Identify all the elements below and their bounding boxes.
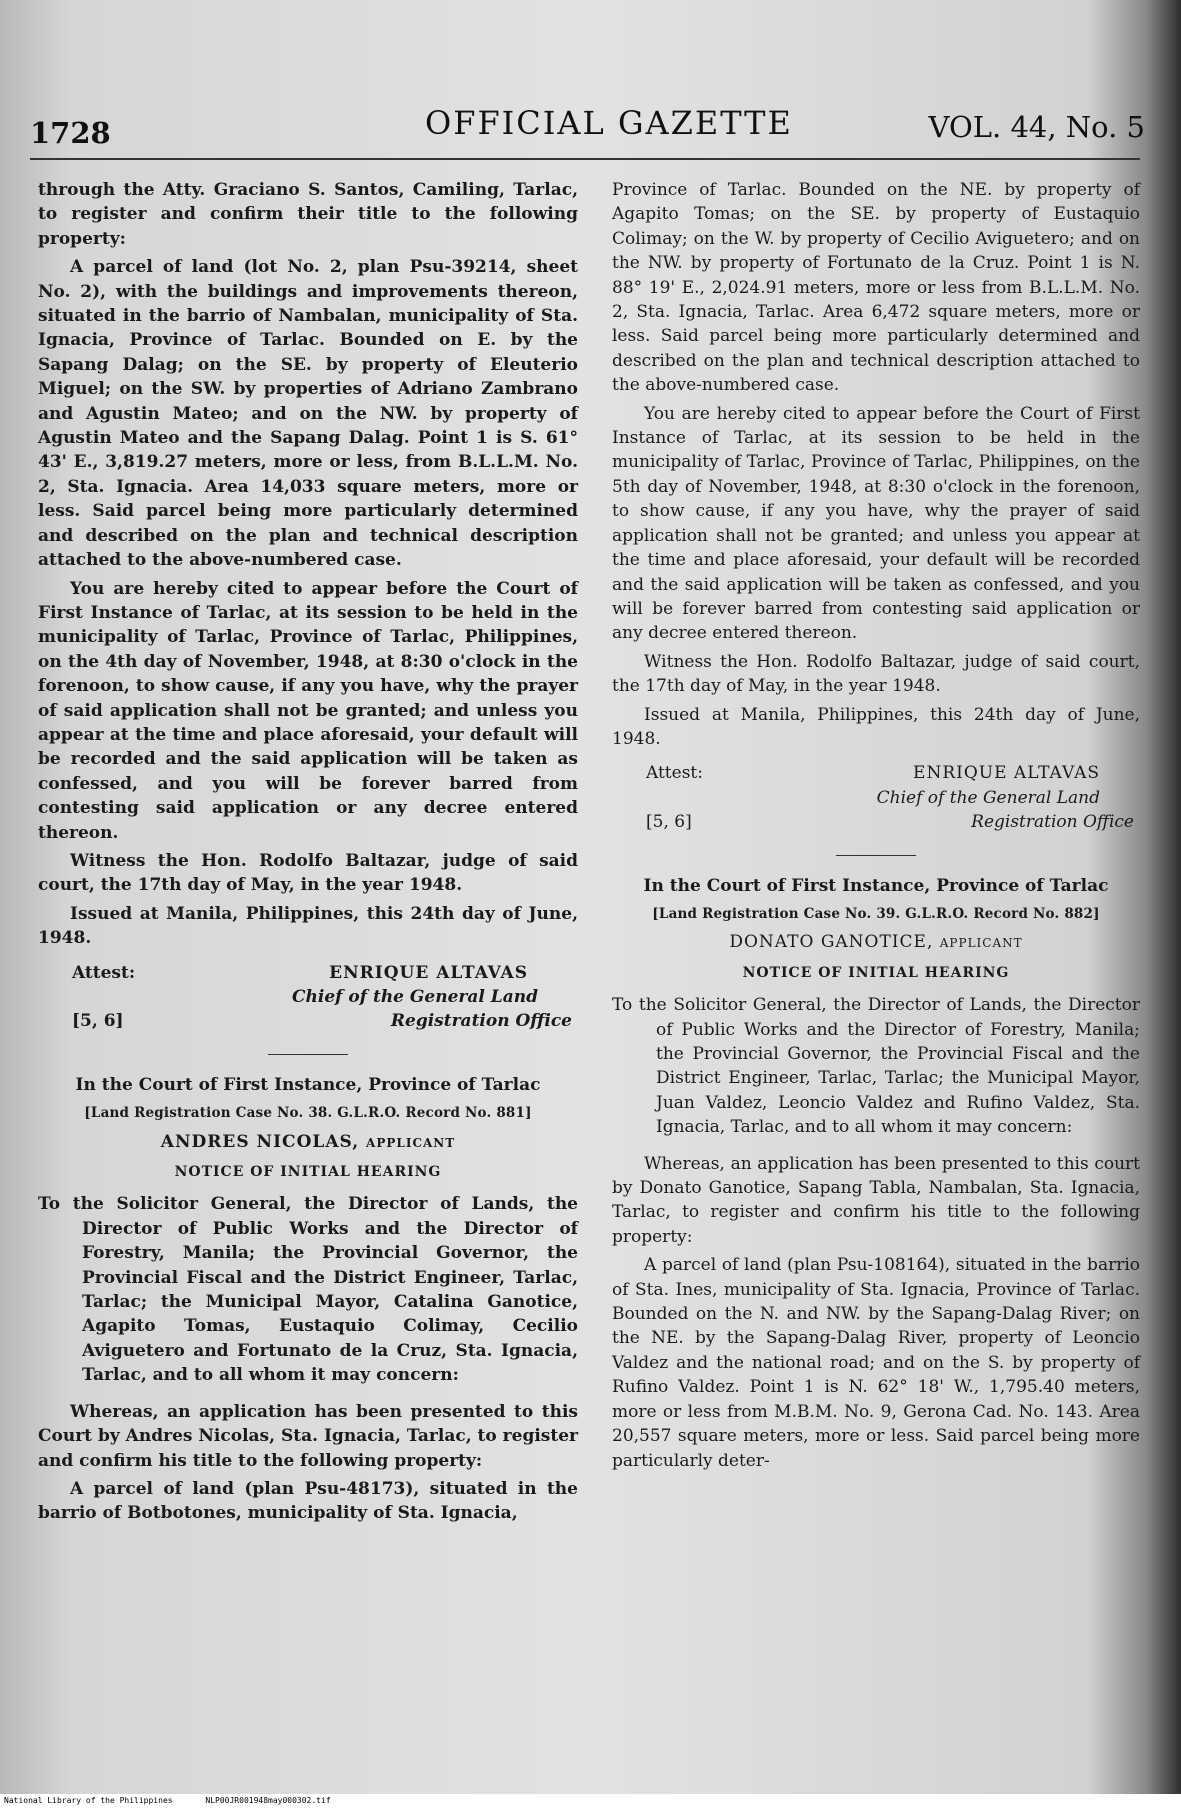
page-header bbox=[30, 96, 1145, 156]
officer-name: ENRIQUE ALTAVAS bbox=[913, 763, 1100, 784]
paragraph: Issued at Manila, Philippines, this 24th day of June, 1948. bbox=[612, 704, 1140, 749]
paragraph: You are hereby cited to appear before the Court of First Instance of Tarlac, at its session to be held in the municipality of Tarlac, Province of Tarlac, Philippines, on the 5th day of November, 1948, at 8:30 o'clock in the forenoon, to show cause, if any you have, why the prayer of said application shall not be granted; and unless you appear at the time and place aforesaid, your default will be recorded and the said application will be taken as confessed, and you will be forever barred from contesting said application or any decree entered thereon. bbox=[612, 403, 1140, 644]
paragraph: Issued at Manila, Philippines, this 24th day of June, 1948. bbox=[38, 903, 578, 949]
case-line: [Land Registration Case No. 39. G.L.R.O. Record No. 882] bbox=[652, 905, 1100, 922]
paragraph: A parcel of land (lot No. 2, plan Psu-39214, sheet No. 2), with the buildings and improvements thereon, situated in the barrio of Nambalan, municipality of Sta. Ignacia, Province of Tarlac. Bounded on E. by the Sapang Dalag; on the SE. by property of Eleuterio Miguel; on the SW. by properties of Adriano Zambrano and Agustin Mateo; and on the NW. by property of Agustin Mateo and the Sapang Dalag. Point 1 is S. 61° 43' E., 3,819.27 meters, more or less, from B.L.L.M. No. 2, Sta. Ignacia. Area 14,033 square meters, more or less. Said parcel being more particularly determined and described on the plan and technical description attached to the above-numbered case. bbox=[38, 257, 578, 571]
header-rule bbox=[30, 158, 1140, 160]
attest-label: Attest: bbox=[646, 763, 703, 784]
left-column bbox=[38, 178, 578, 1530]
officer-title: Chief of the General Land bbox=[292, 987, 538, 1007]
page-number: 1728 bbox=[30, 116, 111, 150]
office-name: Registration Office bbox=[390, 1011, 572, 1032]
case-line: [Land Registration Case No. 38. G.L.R.O. Record No. 881] bbox=[84, 1105, 532, 1122]
paragraph: Whereas, an application has been presented to this Court by Andres Nicolas, Sta. Ignacia, Tarlac, to register and confirm his title to the following property: bbox=[38, 1401, 578, 1471]
addressees: To the Solicitor General, the Director of Lands, the Director of Public Works and the Director of Forestry, Manila; the Provincial Governor, the Provincial Fiscal and the District Engineer, Tarlac, Tarlac; the Municipal Mayor, Juan Valdez, Leoncio Valdez and Rufino Valdez, Sta. Ignacia, Tarlac, and to all whom it may concern: bbox=[612, 995, 1140, 1138]
attest-block bbox=[612, 761, 1140, 785]
attest-block bbox=[38, 961, 578, 985]
paragraph: Province of Tarlac. Bounded on the NE. by property of Agapito Tomas; on the SE. by property of Eustaquio Colimay; on the W. by property of Cecilio Aviguetero; and on the NW. by property of Fortunato de la Cruz. Point 1 is N. 88° 19' E., 2,024.91 meters, more or less from B.L.L.M. No. 2, Sta. Ignacia, Tarlac. Area 6,472 square meters, more or less. Said parcel being more particularly determined and described on the plan and technical description attached to the above-numbered case. bbox=[612, 180, 1140, 396]
notice-heading: NOTICE OF INITIAL HEARING bbox=[174, 1164, 442, 1181]
issue-reference: [5, 6] bbox=[72, 1011, 124, 1032]
paragraph: You are hereby cited to appear before the Court of First Instance of Tarlac, at its session to be held in the municipality of Tarlac, Province of Tarlac, Philippines, on the 4th day of November, 1948, at 8:30 o'clock in the forenoon, to show cause, if any you have, why the prayer of said application shall not be granted; and unless you appear at the time and place aforesaid, your default will be recorded and the said application will be taken as confessed, and you will be forever barred from contesting said application or any decree entered thereon. bbox=[38, 578, 578, 843]
file-name: NLP00JR001948may000302.tif bbox=[205, 1796, 331, 1805]
officer-title: Chief of the General Land bbox=[876, 787, 1100, 808]
paragraph: Witness the Hon. Rodolfo Baltazar, judge of said court, the 17th day of May, in the year 1948. bbox=[612, 651, 1140, 697]
applicant-name: ANDRES NICOLAS, applicant bbox=[160, 1131, 456, 1152]
paragraph: A parcel of land (plan Psu-48173), situated in the barrio of Botbotones, municipality of Sta. Ignacia, bbox=[38, 1478, 578, 1524]
publication-title: OFFICIAL GAZETTE bbox=[425, 104, 793, 142]
reference-row bbox=[38, 1009, 578, 1033]
office-name: Registration Office bbox=[971, 812, 1134, 833]
officer-name: ENRIQUE ALTAVAS bbox=[329, 962, 528, 983]
court-heading: In the Court of First Instance, Province of Tarlac bbox=[643, 875, 1109, 896]
volume-number: VOL. 44, No. 5 bbox=[928, 110, 1145, 144]
paragraph: A parcel of land (plan Psu-108164), situated in the barrio of Sta. Ines, municipality of Sta. Ignacia, Province of Tarlac. Bounded on the N. and NW. by the Sapang-Dalag River; on the NE. by the Sapang-Dalag River, property of Leoncio Valdez and the national road; and on the S. by property of Rufino Valdez. Point 1 is N. 62° 18' W., 1,795.40 meters, more or less from M.B.M. No. 9, Gerona Cad. No. 143. Area 20,557 square meters, more or less. Said parcel being more particularly deter- bbox=[612, 1255, 1140, 1471]
paragraph: Witness the Hon. Rodolfo Baltazar, judge of said court, the 17th day of May, in the year 1948. bbox=[38, 850, 578, 896]
notice-heading: NOTICE OF INITIAL HEARING bbox=[742, 964, 1010, 981]
court-heading: In the Court of First Instance, Province of Tarlac bbox=[75, 1074, 541, 1095]
section-divider bbox=[836, 855, 916, 856]
paragraph: through the Atty. Graciano S. Santos, Camiling, Tarlac, to register and confirm their title to the following property: bbox=[38, 180, 578, 249]
section-divider bbox=[268, 1054, 348, 1055]
reference-row bbox=[612, 810, 1140, 834]
library-name: National Library of the Philippines bbox=[4, 1796, 173, 1805]
paragraph: Whereas, an application has been presented to this court by Donato Ganotice, Sapang Tabla, Nambalan, Sta. Ignacia, Tarlac, to register and confirm his title to the following property: bbox=[612, 1153, 1140, 1247]
scan-footer bbox=[0, 1794, 1181, 1808]
attest-label: Attest: bbox=[72, 962, 136, 983]
right-column bbox=[612, 178, 1140, 1477]
issue-reference: [5, 6] bbox=[646, 812, 692, 833]
applicant-name: DONATO GANOTICE, applicant bbox=[729, 932, 1023, 953]
addressees: To the Solicitor General, the Director of Lands, the Director of Public Works and the Director of Forestry, Manila; the Provincial Governor, the Provincial Fiscal and the District Engineer, Tarlac, Tarlac; the Municipal Mayor, Catalina Ganotice, Agapito Tomas, Eustaquio Colimay, Cecilio Aviguetero and Fortunato de la Cruz, Sta. Ignacia, Tarlac, and to all whom it may concern: bbox=[38, 1194, 578, 1386]
